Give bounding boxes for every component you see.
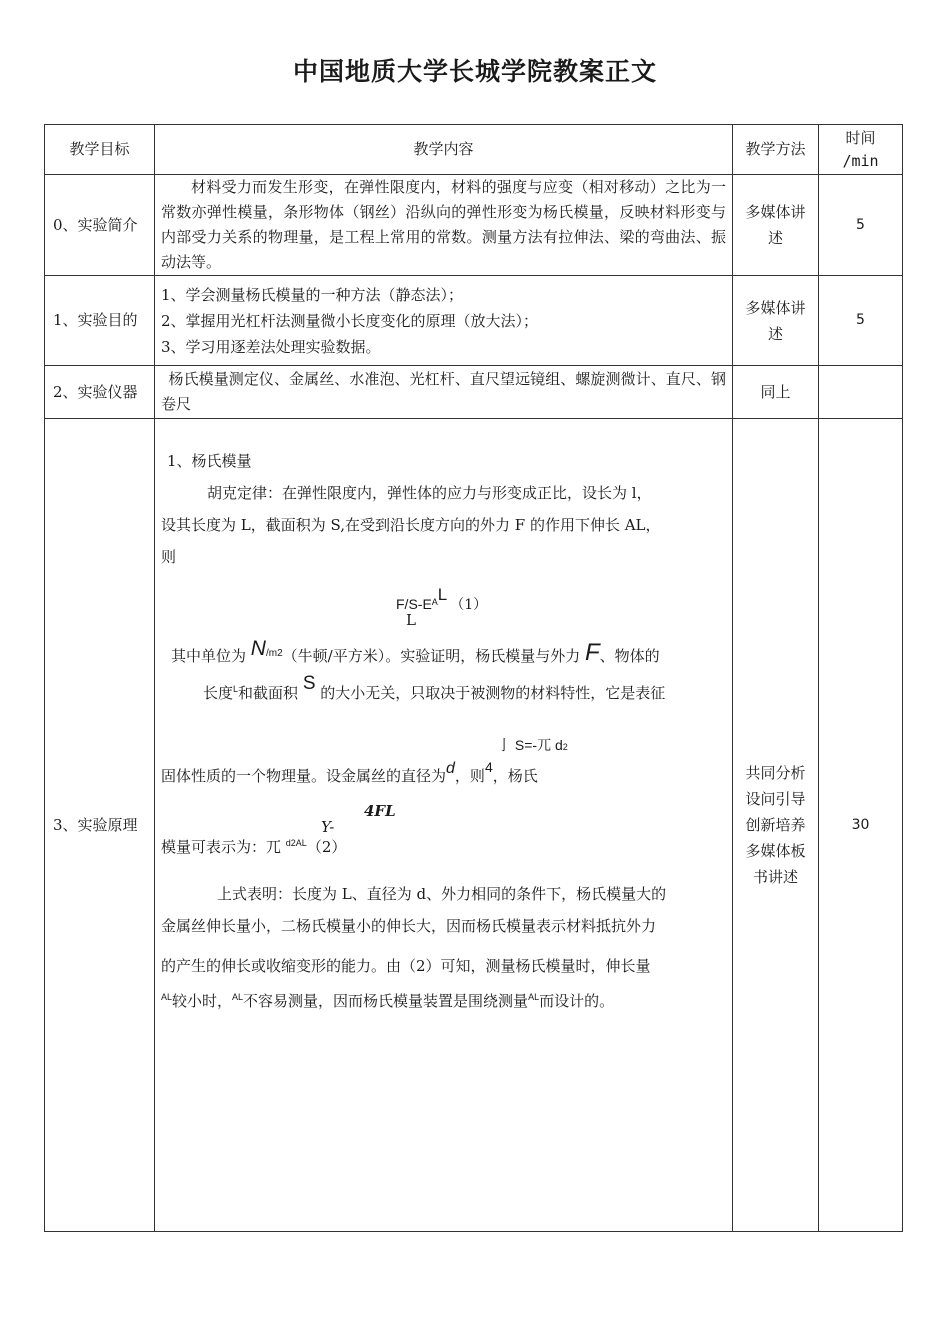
header-time-label: 时间 (845, 128, 876, 147)
unit-end: 、物体的 (599, 647, 660, 665)
s-equation (497, 733, 568, 760)
objective-item: 3、学习用逐差法处理实验数据。 (161, 337, 381, 356)
objectives-content (155, 276, 733, 366)
principle-p1-line3: 则 (161, 548, 177, 566)
principle-p1-line2: 设其长度为 L，截面积为 S,在受到沿长度方向的外力 F 的作用下伸长 AL， (161, 516, 661, 534)
method-line: 共同分析 (745, 764, 806, 782)
row-instruments (45, 366, 903, 419)
solid-pre: 固体性质的一个物理量。设金属丝的直径为 (161, 767, 447, 785)
intro-content-cell (155, 175, 733, 276)
header-time (819, 125, 903, 175)
p2-b: 不容易测量，因而杨氏模量装置是围绕测量 (243, 992, 529, 1010)
instruments-content-cell (155, 366, 733, 419)
principle-length-line (203, 673, 666, 708)
mod-num: （2） (306, 838, 347, 856)
principle-time: 30 (819, 419, 903, 1232)
eq1-num: （1） (450, 597, 488, 613)
instruments-content: 杨氏模量测定仪、金属丝、水准泡、光杠杆、直尺望远镜组、螺旋测微计、直尺、钢卷尺 (161, 370, 726, 413)
eq1-main: F/S-E (396, 596, 432, 612)
principle-content (155, 419, 733, 1232)
p2-al-3: AL (528, 992, 540, 1002)
row-principle (45, 419, 903, 1232)
method-line: 设问引导 (745, 790, 806, 808)
method-line: 创新培养 (745, 816, 806, 834)
header-content: 教学内容 (155, 125, 733, 175)
objectives-goal: 1、实验目的 (45, 276, 155, 366)
row-intro (45, 175, 903, 276)
intro-time: 5 (819, 175, 903, 276)
method-line: 书讲述 (752, 868, 798, 886)
p2-al-1: AL (161, 992, 173, 1002)
solid-d: d (446, 760, 455, 777)
p2-c: 而设计的。 (539, 992, 615, 1010)
unit-m2: /m2 (265, 648, 283, 659)
principle-goal: 3、实验原理 (45, 419, 155, 1232)
mod-pre: 模量可表示为：兀 (161, 838, 282, 856)
len-mid: 和截面积 (238, 684, 299, 702)
intro-method: 多媒体讲述 (733, 175, 819, 276)
header-goal: 教学目标 (45, 125, 155, 175)
instruments-goal: 2、实验仪器 (45, 366, 155, 419)
len-post: 的大小无关，只取决于被测物的材料特性，它是表征 (320, 684, 666, 702)
method-line: 多媒体板 (745, 842, 806, 860)
principle-p1-line1: 胡克定律：在弹性限度内，弹性体的应力与形变成正比，设长为 l， (207, 484, 652, 502)
header-time-unit: /min (842, 151, 879, 170)
p2-a: 较小时， (172, 992, 233, 1010)
principle-p2-line1: 上式表明：长度为 L、直径为 d、外力相同的条件下，杨氏模量大的 (217, 885, 667, 903)
principle-solid-line (161, 759, 538, 789)
principle-p2-line3: 的产生的伸长或收缩变形的能力。由（2）可知，测量杨氏模量时，伸长量 (161, 957, 651, 975)
unit-pre: 其中单位为 (171, 647, 247, 665)
solid-mid: ，则 (454, 767, 485, 785)
principle-unit-line (171, 637, 660, 671)
len-pre: 长度 (203, 684, 234, 702)
len-l: L (233, 684, 239, 694)
objective-item: 1、学会测量杨氏模量的一种方法（静态法）； (161, 285, 464, 304)
intro-content: 材料受力而发生形变，在弹性限度内，材料的强度与应变（相对移动）之比为一常数亦弹性模量，条形物体（钢丝）沿纵向的弹性形变为杨氏模量，反映材料形变与内部受力关系的物理量，是工程上常用的常数。测量方法有拉伸法、梁的弯曲法、振动法等。 (161, 178, 726, 271)
header-row (45, 125, 903, 175)
header-method: 教学方法 (733, 125, 819, 175)
unit-post: （牛顿/平方米）。实验证明，杨氏模量与外力 (282, 647, 581, 665)
solid-post: ，杨氏 (492, 767, 538, 785)
objectives-time: 5 (819, 276, 903, 366)
s-eq-top: 亅 S=-兀 d (497, 737, 563, 753)
principle-method (733, 419, 819, 1232)
row-objectives (45, 276, 903, 366)
mod-sup: d2AL (285, 838, 307, 848)
eq1-sup-l: L (437, 585, 448, 604)
objective-item: 2、掌握用光杠杆法测量微小长度变化的原理（放大法）； (161, 311, 539, 330)
eq1-sup-a: A (431, 597, 438, 607)
unit-f: F (584, 639, 600, 666)
p2-al-2: AL (232, 992, 244, 1002)
principle-p2-line4 (161, 989, 726, 1016)
document-title: 中国地质大学长城学院教案正文 (292, 57, 657, 86)
unit-n: N (250, 637, 266, 660)
principle-heading: 1、杨氏模量 (167, 452, 252, 470)
len-s: S (302, 673, 316, 694)
s-eq-sub: 2 (562, 742, 568, 752)
instruments-time (819, 366, 903, 419)
lesson-plan-table (44, 124, 903, 1232)
principle-modulus-line (161, 835, 346, 862)
instruments-method: 同上 (733, 366, 819, 419)
y-eq-mid: Y- (321, 818, 335, 836)
eq1-denominator: L (406, 611, 416, 629)
objectives-method: 多媒体讲述 (733, 276, 819, 366)
intro-goal: 0、实验简介 (45, 175, 155, 276)
y-eq-top: 4FL (364, 802, 396, 820)
solid-4: 4 (484, 759, 493, 775)
principle-p2-line2: 金属丝伸长量小，二杨氏模量小的伸长大，因而杨氏模量表示材料抵抗外力 (161, 917, 657, 935)
